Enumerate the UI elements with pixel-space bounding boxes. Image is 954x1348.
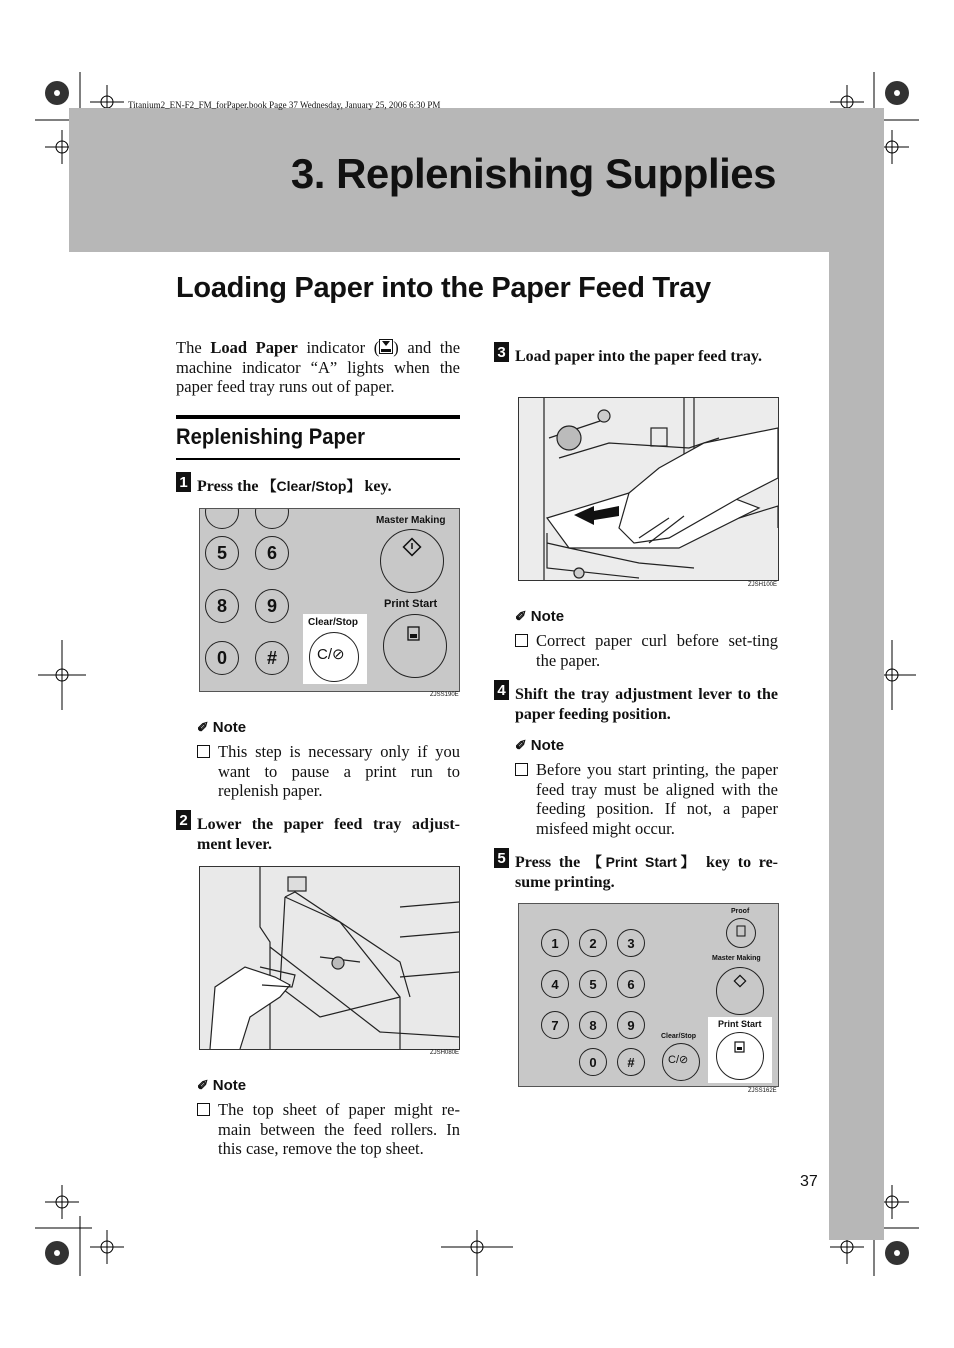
- step-3-text: Load paper into the paper feed tray.: [515, 348, 762, 365]
- step-5-number: 5: [494, 848, 509, 868]
- figure-code-2: ZJSH080E: [430, 1050, 460, 1056]
- master-making-icon: [717, 968, 763, 1014]
- clear-stop-icon: C/⊘: [317, 646, 345, 663]
- pencil-icon: ✐: [515, 737, 527, 753]
- print-start-label: Print Start: [384, 598, 438, 610]
- chapter-title: 3. Replenishing Supplies: [290, 150, 776, 197]
- pencil-icon: ✐: [197, 1077, 209, 1093]
- note-3-text: Correct paper curl before set-ting the paper.: [536, 631, 778, 670]
- load-paper-illustration: [518, 397, 779, 581]
- step-1-text: Press the 【Clear/Stop】 key.: [197, 478, 392, 495]
- master-making-icon: [381, 530, 443, 592]
- key-0: 0: [205, 641, 239, 675]
- clear-stop-button: [309, 632, 359, 682]
- clear-stop-highlight: [303, 614, 367, 684]
- subheading-rule-top: [176, 415, 460, 419]
- clear-stop-label: Clear/Stop: [661, 1033, 697, 1040]
- key-3: 3: [617, 929, 645, 957]
- key-0: 0: [579, 1048, 607, 1076]
- note-1-heading: ✐ Note: [197, 719, 247, 736]
- note-3-heading: ✐ Note: [515, 608, 565, 625]
- clear-stop-label: Clear/Stop: [308, 617, 359, 628]
- master-making-button: [380, 529, 444, 593]
- step-4-number: 4: [494, 680, 509, 700]
- note-4-text: Before you start printing, the paper feed tray must be aligned with the feeding position. If not, a paper misfeed might occur.: [536, 760, 778, 838]
- tray-lever-drawing: [200, 867, 459, 1049]
- print-start-key-label: 【Print Start】: [587, 854, 699, 870]
- page-number: 37: [800, 1173, 818, 1190]
- key-5: 5: [205, 536, 239, 570]
- key-6: 6: [617, 970, 645, 998]
- pencil-icon: ✐: [515, 608, 527, 624]
- checkbox-icon: [515, 634, 528, 647]
- clear-stop-key-label: 【Clear/Stop】: [262, 478, 361, 494]
- figure-code-4: ZJSS162E: [748, 1088, 777, 1094]
- step-3-number: 3: [494, 342, 509, 362]
- note-2-heading: ✐ Note: [197, 1077, 247, 1094]
- print-start-button: [383, 614, 447, 678]
- proof-label: Proof: [731, 908, 750, 915]
- print-start-icon: [384, 615, 446, 677]
- print-start-icon: [717, 1033, 763, 1079]
- master-making-label: Master Making: [376, 515, 446, 526]
- master-making-label: Master Making: [712, 955, 761, 962]
- master-making-button: [716, 967, 764, 1015]
- key-hash: #: [255, 641, 289, 675]
- figure-code-1: ZJSS190E: [430, 692, 459, 698]
- note-4-heading: ✐ Note: [515, 737, 565, 754]
- key-8: 8: [579, 1011, 607, 1039]
- note-1-text: This step is necessary only if you want to pause a print run to replenish paper.: [218, 742, 460, 801]
- figure-code-3: ZJSH100E: [748, 582, 778, 588]
- key-6: 6: [255, 536, 289, 570]
- proof-icon: [727, 919, 755, 947]
- control-panel-figure-2: [518, 903, 779, 1087]
- key-9: 9: [617, 1011, 645, 1039]
- note-2-text: The top sheet of paper might re-main between the feed rollers. In this case, remove the top sheet.: [218, 1100, 460, 1159]
- key-9: 9: [255, 589, 289, 623]
- step-2-number: 2: [176, 810, 191, 830]
- subheading: Replenishing Paper: [176, 424, 365, 449]
- print-start-label: Print Start: [718, 1019, 762, 1029]
- step-2-text: Lower the paper feed tray adjust-ment lever.: [197, 816, 460, 853]
- control-panel-figure-1: [199, 508, 460, 692]
- step-1-number: 1: [176, 472, 191, 492]
- print-start-highlight: [708, 1017, 772, 1083]
- pencil-icon: ✐: [197, 719, 209, 735]
- load-paper-drawing: [519, 398, 778, 580]
- key-7: 7: [541, 1011, 569, 1039]
- subheading-rule-bottom: [176, 458, 460, 460]
- load-paper-icon: [379, 339, 393, 354]
- load-paper-label: Load Paper: [210, 338, 298, 357]
- print-line: Titanium2_EN-F2_FM_forPaper.book Page 37 Wednesday, January 25, 2006 6:30 PM: [128, 100, 441, 110]
- key-4: 4: [541, 970, 569, 998]
- section-title: Loading Paper into the Paper Feed Tray: [176, 272, 711, 304]
- side-tab: [829, 252, 884, 1240]
- step-5-text: Press the 【Print Start】 key to re-sume printing.: [515, 854, 779, 891]
- clear-stop-icon: C/⊘: [668, 1054, 689, 1066]
- step-4-text: Shift the tray adjustment lever to the paper feeding position.: [515, 686, 778, 723]
- key-1: 1: [541, 929, 569, 957]
- key-2: 2: [579, 929, 607, 957]
- checkbox-icon: [197, 745, 210, 758]
- clear-stop-button: [662, 1043, 700, 1081]
- intro-paragraph: The Load Paper indicator ( ) and the machine indicator “A” lights when the paper feed tray runs out of paper.: [176, 338, 461, 397]
- checkbox-icon: [197, 1103, 210, 1116]
- key-hash: #: [617, 1048, 645, 1076]
- tray-lever-illustration: [199, 866, 460, 1050]
- key-5: 5: [579, 970, 607, 998]
- print-start-button: [716, 1032, 764, 1080]
- key-8: 8: [205, 589, 239, 623]
- checkbox-icon: [515, 763, 528, 776]
- proof-button: [726, 918, 756, 948]
